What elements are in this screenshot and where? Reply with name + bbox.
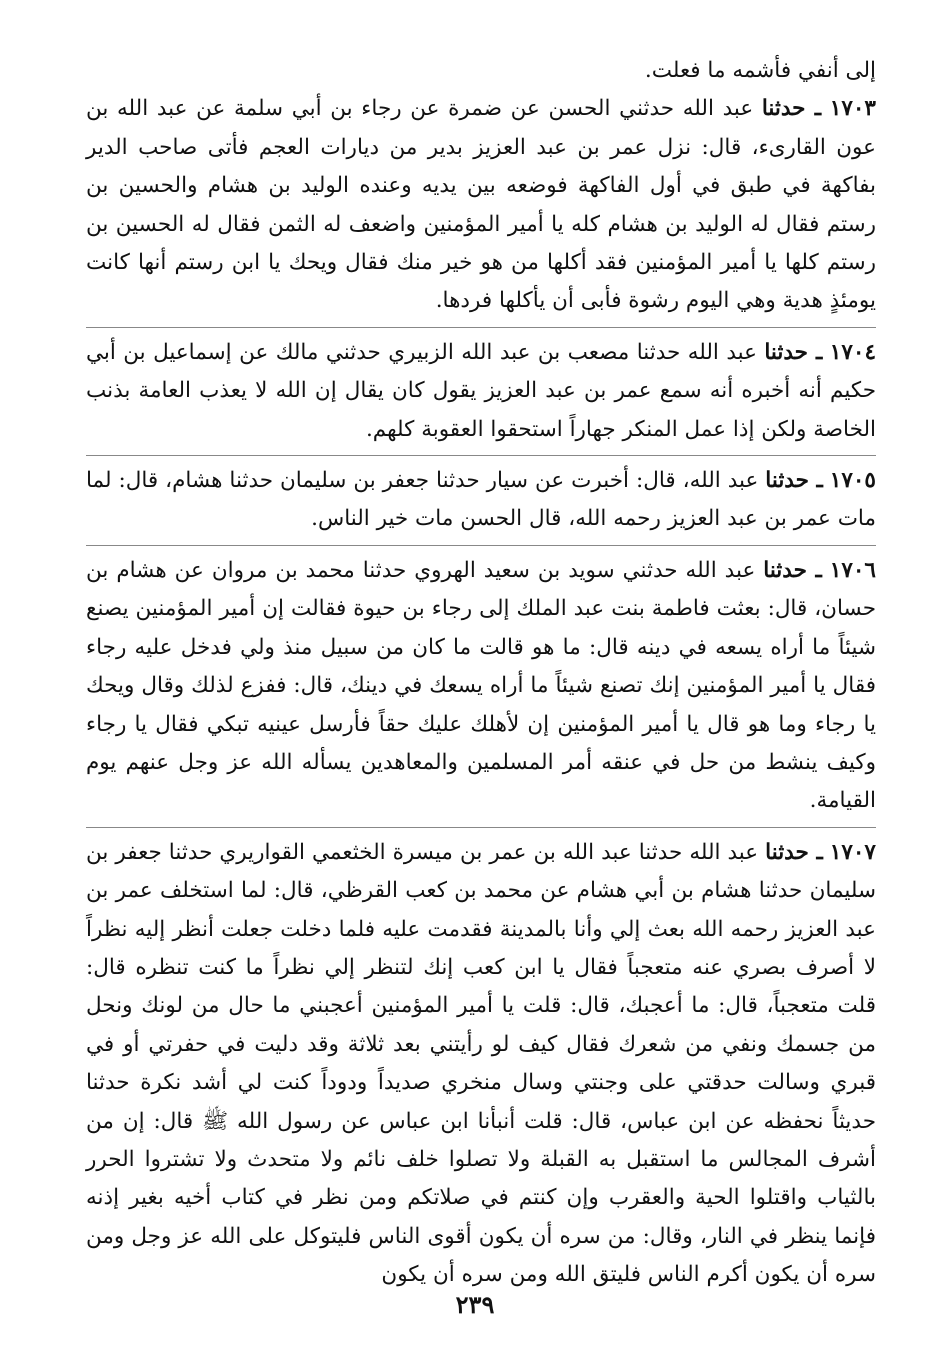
hadith-number: ١٧٠٧ [829,839,876,865]
hadith-intro: ـ حدثنا [765,468,823,494]
hadith-1706 [86,545,876,821]
hadith-number: ١٧٠٥ [829,468,876,494]
hadith-text: عبد الله حدثنا مصعب بن عبد الله الزبيري حدثني مالك عن إسماعيل بن أبي حكيم أنه أخبره أنه سمع عمر بن عبد العزيز يقول كان يقال إن الله لا يعذب العامة بذنب الخاصة ولكن إذا عمل المنكر جهاراً استحقوا العقوبة كلهم. [86,339,876,442]
hadith-text: عبد الله حدثني الحسن عن ضمرة عن رجاء بن أبي سلمة عن عبد الله بن عون القارىء، قال: نزل عمر بن عبد العزيز بدير من ديارات العجم فأتى صاحب الدير بفاكهة في طبق في أول الفاكهة فوضعه بين يديه وعنده الوليد بن هشام والحسين بن رستم فقال له الوليد بن هشام كله يا أمير المؤمنين واضعف له الثمن فقال له الحسين بن رستم كلها يا أمير المؤمنين فقد أكلها من هو خير منك فقال ويحك يا ابن رستم أنها كانت يومئذٍ هدية وهي اليوم رشوة فأبى أن يأكلها فردها. [86,96,876,314]
hadith-paragraph [86,462,876,539]
hadith-1705 [86,455,876,539]
hadith-text: عبد الله، قال: أخبرت عن سيار حدثنا جعفر بن سليمان حدثنا هشام، قال: لما مات عمر بن عبد العزيز رحمه الله، قال الحسن مات خير الناس. [86,468,876,532]
hadith-1707 [86,827,876,1295]
page-number: ٢٣٩ [455,1290,495,1319]
hadith-1704 [86,327,876,449]
opening-line: إلى أنفي فأشمه ما فعلت. [644,58,876,83]
hadith-1703 [86,90,876,320]
hadith-paragraph [86,90,876,320]
hadith-text: عبد الله حدثني سويد بن سعيد الهروي حدثنا محمد بن مروان عن هشام بن حسان، قال: بعثت فاطمة بنت عبد الملك إلى رجاء بن حيوة فقالت إن أمير المؤمنين يصنع شيئاً ما أراه يسعه في دينه قال: ما هو قالت ما كان من سبيل منذ ولي فدخل عليه رجاء فقال يا أمير المؤمنين إنك تصنع شيئاً ما أراه يسعك في دينك، قال: ففزع لذلك وقال ويحك يا رجاء وما هو قال يا أمير المؤمنين إن لأهلك عليك حقاً فأرسل عينيه تبكي فقال يا رجاء وكيف ينشط من حل في عنقه أمر المسلمين والمعاهدين يسأله الله عز وجل عنهم يوم القيامة. [86,557,876,814]
hadith-paragraph [86,552,876,821]
hadith-paragraph [86,834,876,1295]
hadith-text: عبد الله حدثنا عبد الله بن عمر بن ميسرة الخثعمي القواريري حدثنا جعفر بن سليمان حدثنا هشام بن أبي هشام عن محمد بن كعب القرظي، قال: لما استخلف عمر بن عبد العزيز رحمه الله بعث إلي وأنا بالمدينة فقدمت عليه فلما دخلت جعلت أنظر إليه نظراً لا أصرف بصري عنه متعجباً فقال يا ابن كعب إنك لتنظر إلي نظراً ما كنت تنظره قال: قلت متعجباً، قال: ما أعجبك، قال: قلت يا أمير المؤمنين أعجبني ما حال من لونك ونحل من جسمك ونفي من شعرك فقال كيف لو رأيتني بعد ثلاثة وقد دليت في حفرتي أو في قبري وسالت حدقتي على وجنتي وسال منخري صديداً ودوداً كنت لي أشد نكرة حدثنا حديثاً نحفظه عن ابن عباس، قال: قلت أنبأنا ابن عباس عن رسول الله ﷺ قال: إن من أشرف المجالس ما استقبل به القبلة ولا تصلوا خلف نائم ولا متحدث ولا تشتروا الحرر بالثياب واقتلوا الحية والعقرب وإن كنتم في صلاتكم ومن نظر في كتاب أخيه بغير إذنه فإنما ينظر في النار، وقال: من سره أن يكون أقوى الناس فليتوكل على الله عز وجل ومن سره أن يكون أكرم الناس فليتق الله ومن سره أن يكون [86,839,876,1288]
hadith-number: ١٧٠٣ [829,96,876,122]
hadith-intro: ـ حدثنا [763,557,822,583]
hadith-number: ١٧٠٦ [829,557,876,583]
document-page [86,52,876,1314]
hadith-intro: ـ حدثنا [764,339,823,365]
hadith-paragraph [86,334,876,449]
hadith-intro: ـ حدثنا [765,839,823,865]
hadith-number: ١٧٠٤ [829,339,876,365]
hadith-intro: ـ حدثنا [761,96,822,122]
